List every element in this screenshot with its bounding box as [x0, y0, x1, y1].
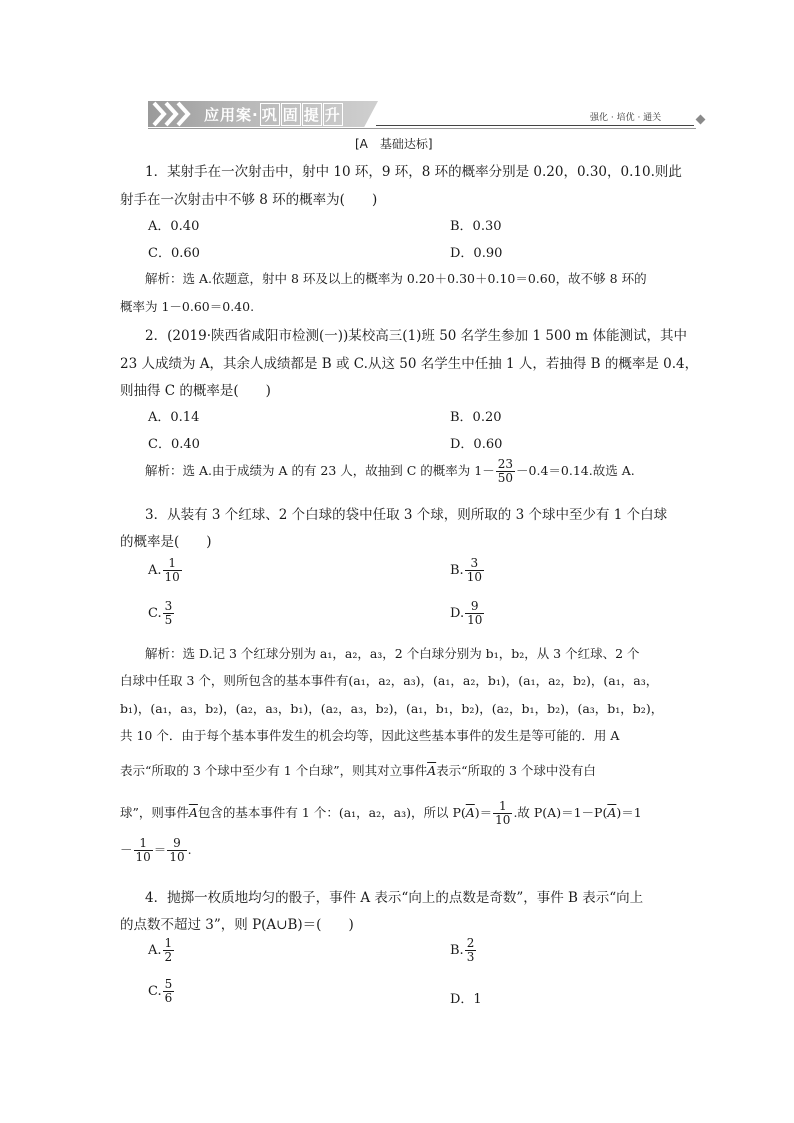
q2-option-b: B．0.20 [450, 410, 502, 425]
fraction-denominator: 3 [466, 950, 475, 965]
q3-solution-text: 包含的基本事件有 1 个：(a₁，a₂，a₃)，所以 P( [197, 805, 466, 821]
diamond-icon [696, 115, 706, 125]
q2-line: 则抽得 C 的概率是( ) [120, 383, 271, 399]
q3-solution-text: . [187, 842, 192, 858]
banner-boxed-char: 固 [281, 103, 301, 126]
q3-solution-text: 球”，则事件 [120, 805, 189, 821]
q1-option-b: B．0.30 [450, 219, 502, 234]
option-label: D. [450, 606, 465, 622]
banner-title-text: 应用案· [204, 106, 259, 124]
fraction-numerator: 5 [164, 977, 173, 991]
complement-event: $\overline{A}$ [465, 805, 475, 821]
fraction [163, 600, 175, 627]
banner-boxed-char: 巩 [260, 103, 280, 126]
q3-solution: 解析：选 D.记 3 个红球分别为 a₁，a₂，a₃，2 个白球分别为 b₁，b₂，从 3 个红球、2 个 [145, 646, 640, 661]
q1-line: 射手在一次射击中不够 8 环的概率为( ) [120, 192, 378, 208]
fraction-numerator: 23 [497, 457, 514, 471]
fraction-numerator: 9 [465, 600, 484, 614]
banner-boxed-char: 提 [302, 103, 322, 126]
q2-solution [145, 458, 635, 485]
fraction-numerator: 9 [167, 837, 186, 851]
q3-solution-text: － [120, 842, 133, 858]
q3-solution-text: 表示“所取的 3 个球中没有白 [436, 763, 596, 778]
fraction-denominator: 10 [495, 813, 511, 828]
fraction [134, 837, 153, 864]
q3-solution-text: )＝1 [616, 805, 642, 821]
q3-solution-text: ＝ [153, 842, 167, 858]
fraction [163, 937, 175, 964]
q3-option-d [450, 600, 485, 627]
fraction-numerator: 3 [164, 599, 173, 613]
q1-line: 1．某射手在一次射击中，射中 10 环，9 环，8 环的概率分别是 0.20，0.30，0.10.则此 [145, 164, 682, 180]
q3-option-b [450, 557, 485, 584]
fraction-denominator: 10 [466, 570, 482, 585]
q4-option-d: D．1 [450, 992, 482, 1007]
fraction-numerator: 1 [493, 800, 512, 814]
fraction-denominator: 6 [164, 991, 173, 1006]
q2-option-a: A．0.14 [148, 410, 200, 425]
q1-option-a: A．0.40 [148, 219, 200, 234]
complement-event: $\overline{A}$ [607, 805, 617, 821]
q4-option-b [450, 937, 477, 964]
q3-solution: 共 10 个．由于每个基本事件发生的机会均等，因此这些基本事件的发生是等可能的．用 A [120, 728, 620, 743]
fraction [465, 600, 484, 627]
q4-option-c [148, 978, 175, 1005]
header-tag: 强化 · 培优 · 通关 [590, 113, 662, 123]
fraction [163, 978, 175, 1005]
fraction-denominator: 10 [467, 613, 483, 628]
fraction-denominator: 10 [169, 850, 185, 865]
fraction [465, 937, 477, 964]
q3-option-a [148, 557, 183, 584]
option-label: A. [148, 563, 162, 579]
header-rule [376, 125, 694, 126]
fraction-numerator: 2 [466, 936, 475, 950]
fraction-numerator: 1 [163, 557, 182, 571]
banner-boxed-char: 升 [323, 103, 343, 126]
q3-solution: b₁)，(a₁，a₃，b₂)，(a₂，a₃，b₁)，(a₂，a₃，b₂)，(a₁，b₁，b₂)，(a₂，b₁，b₂)，(a₃，b₁，b₂)， [120, 701, 664, 716]
q2-line: 23 人成绩为 A，其余人成绩都是 B 或 C.从这 50 名学生中任抽 1 人，若抽得 B 的概率是 0.4， [120, 356, 699, 372]
q3-line: 的概率是( ) [120, 534, 212, 550]
fraction [167, 837, 186, 864]
header-rule-secondary [148, 128, 696, 129]
fraction [163, 557, 182, 584]
fraction [465, 557, 484, 584]
chevron-right-icon [150, 101, 200, 127]
option-label: C. [148, 984, 162, 1000]
fraction-numerator: 1 [164, 936, 173, 950]
q4-line: 的点数不超过 3”，则 P(A∪B)＝( ) [120, 917, 354, 933]
q3-solution [120, 837, 192, 864]
q3-solution-text: )＝ [474, 805, 493, 821]
complement-event: $\overline{A}$ [427, 763, 437, 778]
q2-solution-text: 解析：选 A.由于成绩为 A 的有 23 人，故抽到 C 的概率为 1－ [145, 463, 495, 479]
q1-option-c: C．0.60 [148, 246, 200, 261]
q2-option-d: D．0.60 [450, 437, 503, 452]
q3-solution [120, 800, 642, 827]
q3-option-c [148, 600, 175, 627]
fraction-denominator: 5 [164, 613, 173, 628]
q1-solution: 解析：选 A.依题意，射中 8 环及以上的概率为 0.20＋0.30＋0.10＝0.60，故不够 8 环的 [145, 271, 647, 286]
option-label: A. [148, 943, 162, 959]
q2-line: 2．(2019·陕西省咸阳市检测(一))某校高三(1)班 50 名学生参加 1 500 m 体能测试，其中 [145, 328, 688, 344]
q3-solution-text: .故 P(A)＝1－P( [513, 805, 608, 821]
fraction [496, 458, 515, 485]
q4-option-a [148, 937, 175, 964]
fraction-numerator: 1 [134, 837, 153, 851]
fraction-denominator: 2 [164, 950, 173, 965]
q3-solution [120, 761, 596, 779]
q1-option-d: D．0.90 [450, 246, 503, 261]
fraction [493, 800, 512, 827]
complement-event: $\overline{A}$ [188, 805, 198, 821]
q3-line: 3．从装有 3 个红球、2 个白球的袋中任取 3 个球，则所取的 3 个球中至少有 1 个白球 [145, 507, 668, 523]
q2-option-c: C．0.40 [148, 437, 200, 452]
q3-solution: 白球中任取 3 个，则所包含的基本事件有(a₁，a₂，a₃)，(a₁，a₂，b₁)，(a₁，a₂，b₂)，(a₁，a₃， [120, 673, 659, 688]
banner-title [204, 103, 343, 126]
fraction-denominator: 10 [135, 850, 151, 865]
fraction-numerator: 3 [465, 557, 484, 571]
q4-line: 4．抛掷一枚质地均匀的骰子，事件 A 表示“向上的点数是奇数”，事件 B 表示“向上 [145, 890, 644, 906]
option-label: C. [148, 606, 162, 622]
option-label: B. [450, 563, 464, 579]
option-label: B. [450, 943, 464, 959]
fraction-denominator: 10 [164, 570, 180, 585]
section-title: [A 基础达标] [355, 137, 433, 151]
q1-solution: 概率为 1－0.60＝0.40. [120, 299, 255, 314]
q2-solution-text: －0.4＝0.14.故选 A. [516, 463, 635, 479]
fraction-denominator: 50 [497, 471, 514, 486]
q3-solution-text: 表示“所取的 3 个球中至少有 1 个白球”，则其对立事件 [120, 763, 428, 778]
